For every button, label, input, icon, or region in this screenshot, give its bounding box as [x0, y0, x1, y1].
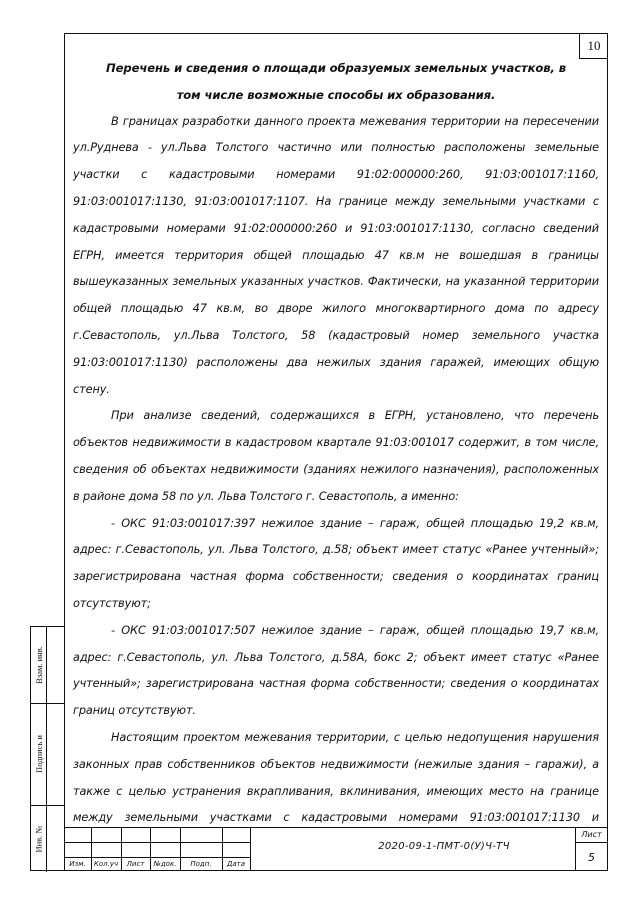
- column-list: Лист: [126, 860, 145, 868]
- column-podp: Подп.: [190, 860, 212, 868]
- side-label-vzam-inv: Взам. инв.: [33, 646, 44, 684]
- column-izm: Изм.: [69, 860, 86, 868]
- document-code: 2020-09-1-ПМТ-0(У)Ч-ТЧ: [378, 841, 510, 852]
- title-block: [64, 827, 608, 871]
- paragraph-4: - ОКС 91:03:001017:507 нежилое здание – гараж, общей площадью 19,7 кв.м, адрес: г.Севастополь, ул. Льва Толстого, д.58А, бокс 2; объект имеет статус «Ранее учтенный»; зарегистрирована частная форма собственности; сведения о координатах границ отсутствуют.: [73, 623, 599, 718]
- title-block-line: [250, 827, 251, 871]
- paragraph-5: Настоящим проектом межевания территории, с целью недопущения нарушения законных прав собственников объектов недвижимости (нежилые здания – гаражи), а также с целью устранения вкрапливания, вклинивания, имеющих место на границе между земельными участками с кадастровыми номерами 91:03:001017:1130 и: [73, 730, 599, 825]
- title-block-line: [64, 827, 608, 828]
- paragraph-3: - ОКС 91:03:001017:397 нежилое здание – гараж, общей площадью 19,2 кв.м, адрес: г.Севастополь, ул. Льва Толстого, д.58; объект имеет статус «Ранее учтенный»; зарегистрирована частная форма собственности; сведения о координатах границ отсутствуют;: [73, 516, 599, 610]
- column-data: Дата: [226, 860, 246, 868]
- sheet-number: 5: [588, 850, 595, 864]
- page-number-box: 10: [579, 33, 608, 59]
- paragraph-1: В границах разработки данного проекта межевания территории на пересечении ул.Руднева - ул.Льва Толстого частично или полностью расположены земельные участки с кадастровыми номерами 91:02:000000:260, 91:03:001017:1160, 91:03:001017:1130, 91:03:001017:1107. На границе между земельными участками с кадастровыми номерами 91:02:000000:260 и 91:03:001017:1130, согласно сведений ЕГРН, имеется территория общей площадью 47 кв.м не вошедшая в границы вышеуказанных земельных указанных участков. Фактически, на указанной территории общей площадью 47 кв.м, во дворе жилого многоквартирного дома по адресу г.Севастополь, ул.Льва Толстого, 58 (кадастровый номер земельного участка 91:03:001017:1130) расположены два нежилых здания гаражей, имеющих общую стену.: [73, 114, 599, 396]
- column-no-dok: №док.: [153, 860, 177, 868]
- side-label-inv-no: Инв. №: [33, 824, 44, 853]
- section-title: Перечень и сведения о площади образуемых земельных участков, в том числе возможные способы их образования.: [106, 61, 566, 102]
- side-stamp: [30, 626, 64, 871]
- column-kol-uch: Кол.уч: [93, 860, 119, 868]
- document-body: [73, 55, 599, 832]
- sheet-label: Лист: [581, 829, 602, 839]
- paragraph-2: При анализе сведений, содержащихся в ЕГРН, установлено, что перечень объектов недвижимости в кадастровом квартале 91:03:001017 содержит, в том числе, сведения об объектах недвижимости (зданиях нежилого назначения), расположенных в районе дома 58 по ул. Льва Толстого г. Севастополь, а именно:: [73, 409, 599, 503]
- side-label-podpis: Подпись и: [33, 735, 44, 773]
